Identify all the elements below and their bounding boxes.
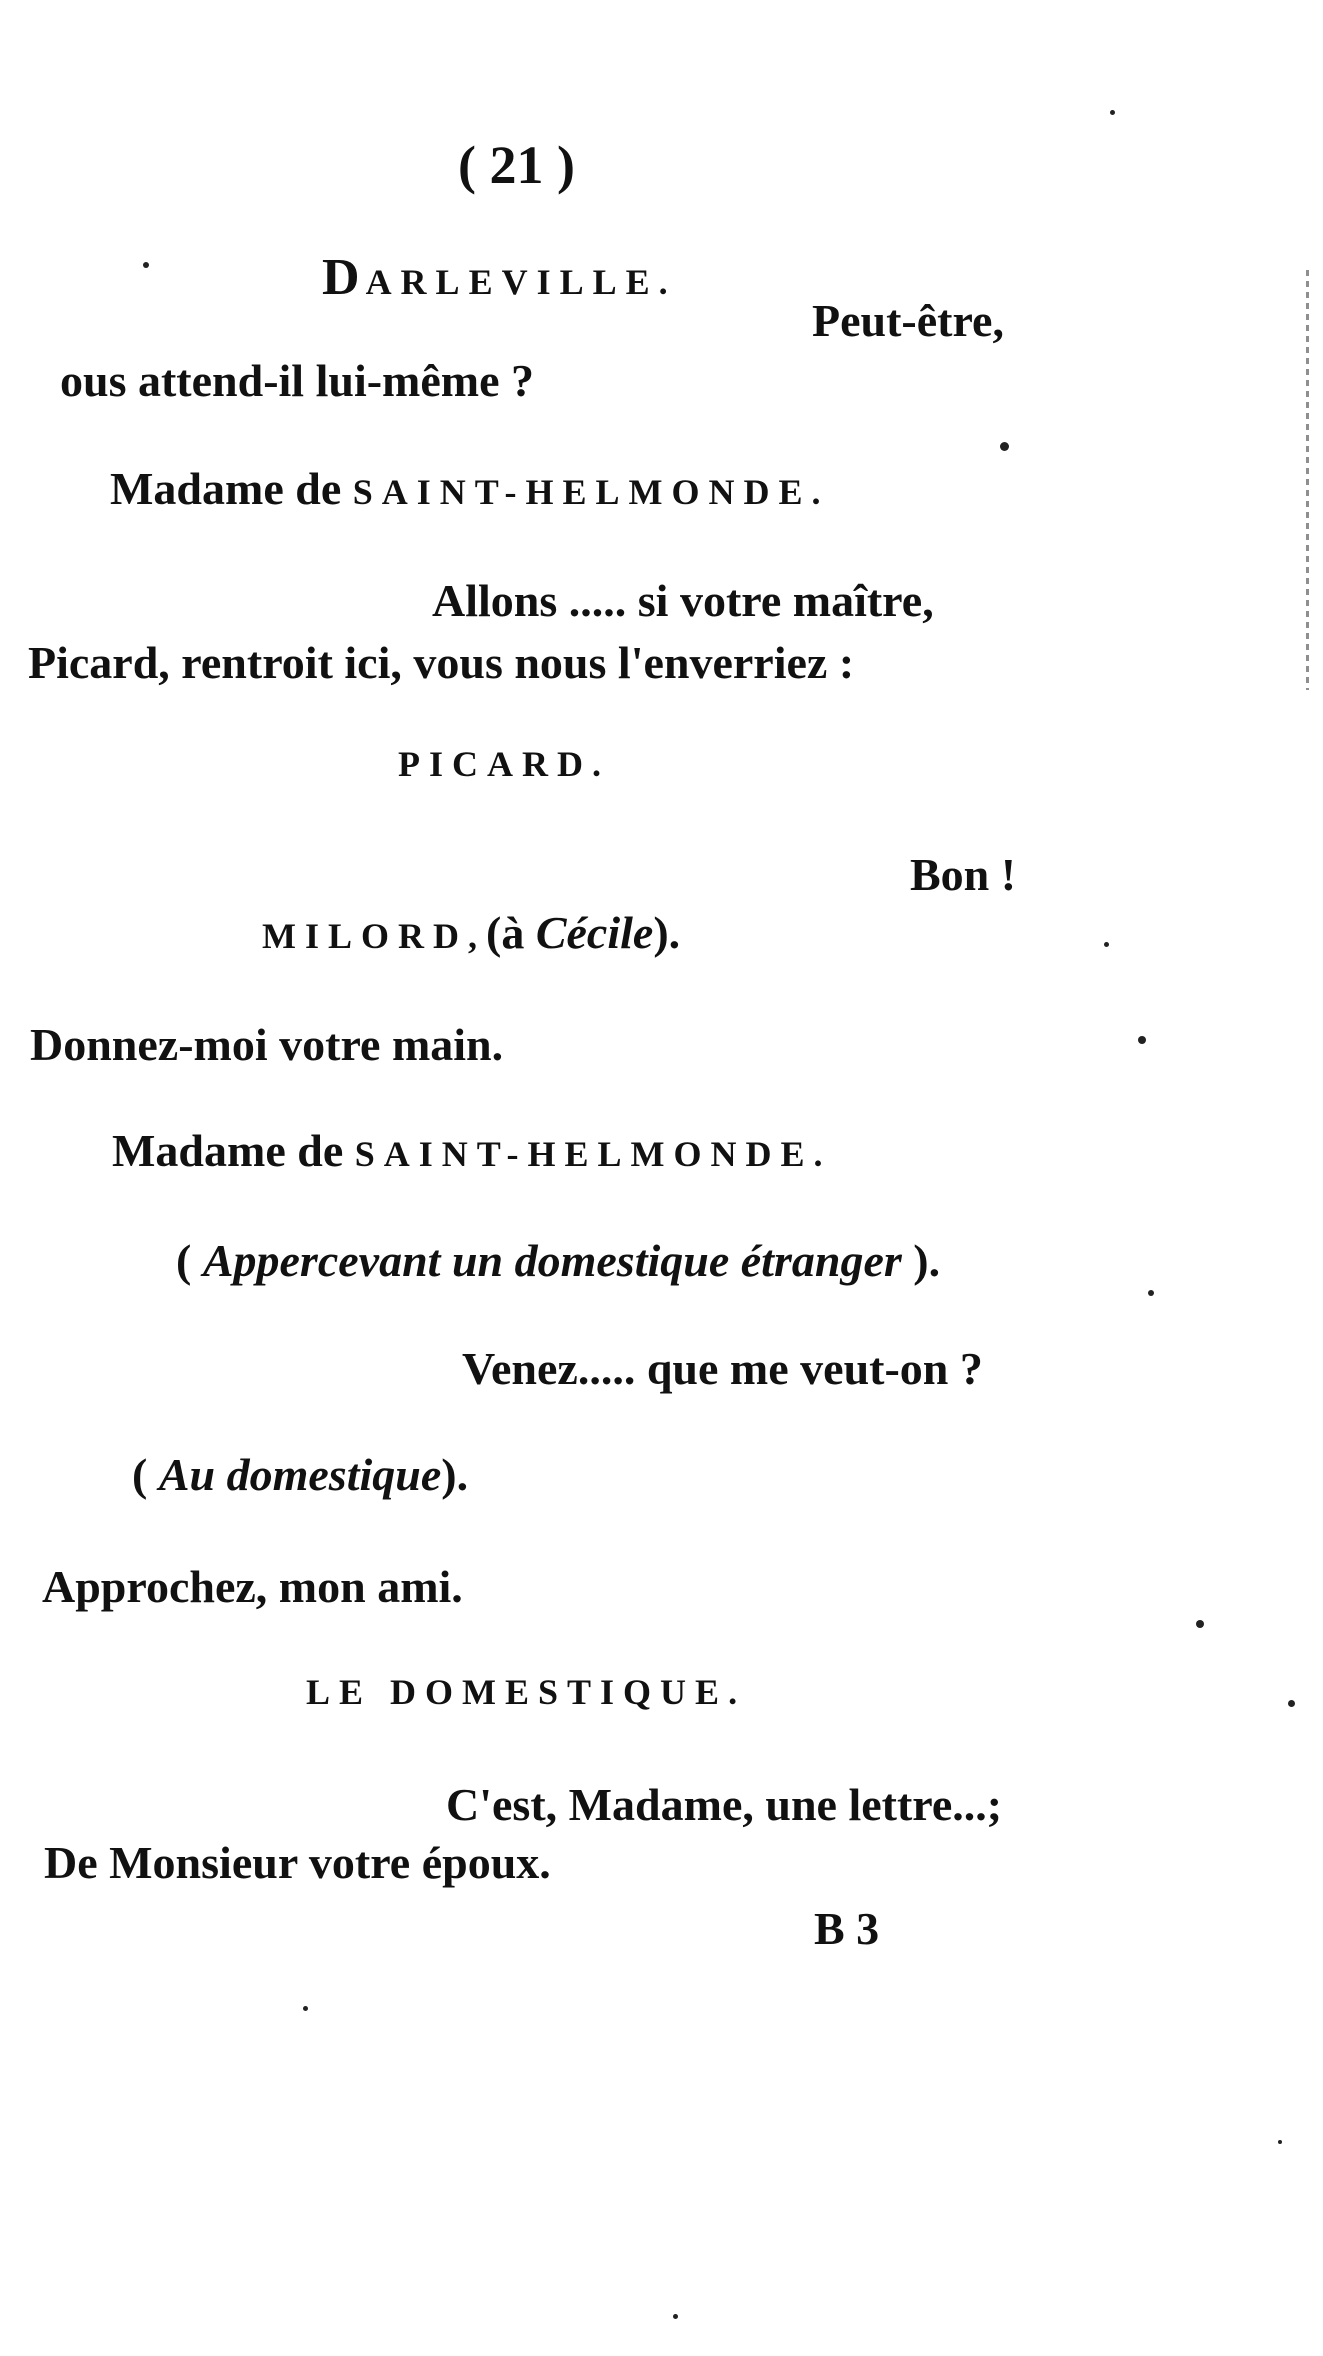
- stage-paren-close: ).: [653, 907, 681, 958]
- ink-speck: [1196, 1620, 1204, 1628]
- stage-direction-12: [176, 1235, 941, 1286]
- ink-speck: [143, 262, 149, 268]
- speaker-le-domestique: LE DOMESTIQUE.: [306, 1672, 747, 1712]
- ink-speck: [1288, 1700, 1295, 1707]
- stage-paren-open: (à: [486, 907, 536, 958]
- stage-paren-open: (: [176, 1235, 203, 1286]
- stage-direction: Appercevant un domestique étranger: [202, 1235, 902, 1286]
- page-number: ( 21 ): [458, 135, 575, 195]
- stage-paren-close: ).: [901, 1235, 941, 1286]
- speaker-name: MILORD,: [262, 916, 486, 956]
- dialogue-line-13: Venez..... que me veut-on ?: [462, 1343, 983, 1394]
- speaker-saint-helmonde-2: [112, 1125, 832, 1176]
- ink-speck: [303, 2006, 308, 2011]
- speaker-prefix: Madame de: [112, 1125, 355, 1176]
- dialogue-line-2: Peut-être,: [812, 295, 1004, 346]
- ink-speck: [1138, 1036, 1146, 1044]
- stage-direction: Au domestique: [158, 1449, 442, 1500]
- dialogue-line-15: Approchez, mon ami.: [42, 1561, 463, 1612]
- ink-speck: [1278, 2140, 1282, 2144]
- speaker-darleville: [322, 249, 677, 306]
- speaker-initial: D: [322, 249, 366, 306]
- dialogue-line-3: ous attend-il lui-même ?: [60, 355, 535, 406]
- speaker-prefix: Madame de: [110, 463, 353, 514]
- ink-speck: [1148, 1290, 1154, 1296]
- stage-paren-open: (: [132, 1449, 159, 1500]
- speaker-milord: [262, 907, 681, 958]
- speaker-picard: PICARD.: [398, 744, 610, 784]
- stage-direction: Cécile: [535, 907, 654, 958]
- gutter-edge: [1306, 270, 1309, 690]
- ink-speck: [1104, 942, 1109, 947]
- ink-speck: [1000, 442, 1009, 451]
- dialogue-line-10: Donnez-moi votre main.: [30, 1019, 504, 1070]
- ink-speck: [673, 2314, 678, 2319]
- dialogue-line-18: De Monsieur votre époux.: [44, 1837, 551, 1888]
- ink-speck: [1110, 110, 1115, 115]
- dialogue-line-8: Bon !: [910, 849, 1017, 900]
- dialogue-line-6: Picard, rentroit ici, vous nous l'enverriez :: [28, 637, 855, 688]
- speaker-name: SAINT-HELMONDE.: [352, 472, 830, 512]
- speaker-rest: ARLEVILLE.: [365, 262, 677, 302]
- speaker-name: SAINT-HELMONDE.: [354, 1134, 832, 1174]
- stage-paren-close: ).: [441, 1449, 469, 1500]
- dialogue-line-5: Allons ..... si votre maître,: [432, 575, 934, 626]
- dialogue-line-17: C'est, Madame, une lettre...;: [446, 1779, 1003, 1830]
- signature-mark: B 3: [814, 1903, 880, 1954]
- stage-direction-14: [132, 1449, 469, 1500]
- speaker-saint-helmonde-1: [110, 463, 830, 514]
